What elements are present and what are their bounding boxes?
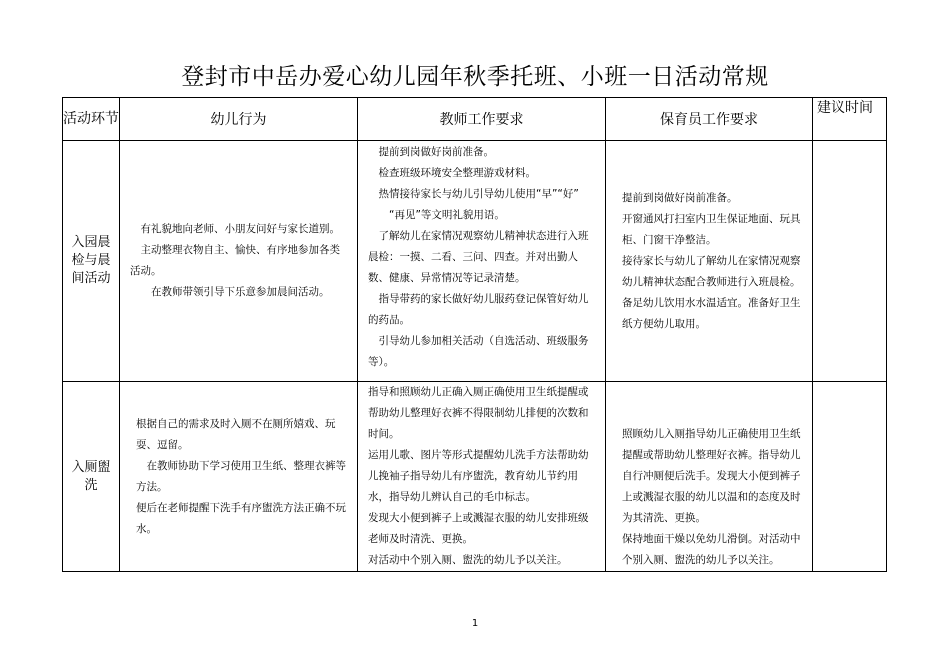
teacher-item: 提前到岗做好岗前准备。 bbox=[378, 146, 494, 158]
child-behavior-cell bbox=[120, 382, 358, 572]
teacher-requirements-cell bbox=[358, 141, 606, 382]
header-nurse-requirements: 保育员工作要求 bbox=[606, 98, 813, 141]
header-child-behavior: 幼儿行为 bbox=[120, 98, 358, 141]
teacher-item: 对活动中个别入厕、盥洗的幼儿予以关注。 bbox=[368, 554, 568, 566]
nurse-item: 接待家长与幼儿了解幼儿在家情况观察幼儿精神状态配合教师进行入班晨检。 bbox=[622, 254, 801, 288]
child-item: 便后在老师提醒下洗手有序盥洗方法正确不玩水。 bbox=[136, 501, 346, 535]
activity-label: 入厕盥洗 bbox=[71, 459, 111, 493]
activity-label: 入园晨检与晨间活动 bbox=[71, 235, 111, 286]
teacher-requirements-cell bbox=[358, 382, 606, 572]
header-activity bbox=[63, 98, 120, 141]
teacher-item: 了解幼儿在家情况观察幼儿精神状态进行入班晨检：一摸、二看、三问、四查。并对出勤人数、健康、异常情况等记录清楚。 bbox=[368, 230, 589, 284]
nurse-item: 开窗通风打扫室内卫生保证地面、玩具柜、门窗干净整洁。 bbox=[622, 212, 801, 246]
page-number: 1 bbox=[471, 618, 479, 629]
teacher-item: 引导幼儿参加相关活动（自选活动、班级服务等）。 bbox=[368, 335, 589, 368]
routine-table bbox=[62, 97, 887, 572]
table-row bbox=[63, 141, 887, 382]
teacher-item: 指导和照顾幼儿正确入厕正确使用卫生纸提醒或帮助幼儿整理好衣裤不得限制幼儿排便的次数和时间。 bbox=[368, 386, 589, 440]
child-item: 在教师协助下学习使用卫生纸、整理衣裤等方法。 bbox=[136, 459, 346, 493]
nurse-requirements-cell bbox=[606, 141, 813, 382]
nurse-item: 保持地面干燥以免幼儿滑倒。对活动中个别入厕、盥洗的幼儿予以关注。 bbox=[622, 533, 801, 566]
activity-cell bbox=[63, 382, 120, 572]
teacher-item: 发现大小便到裤子上或溅湿衣服的幼儿安排班级老师及时清洗、更换。 bbox=[368, 512, 589, 545]
nurse-item: 照顾幼儿入厕指导幼儿正确使用卫生纸提醒或帮助幼儿整理好衣裤。指导幼儿自行冲厕便后洗手。发现大小便到裤子上或溅湿衣服的幼儿以温和的态度及时为其清洗、更换。 bbox=[622, 428, 801, 524]
header-teacher-requirements: 教师工作要求 bbox=[358, 98, 606, 141]
activity-cell bbox=[63, 141, 120, 382]
header-activity-text: 活动环节 bbox=[63, 110, 119, 127]
child-behavior-cell bbox=[120, 141, 358, 382]
nurse-requirements-cell bbox=[606, 382, 813, 572]
suggested-time-cell bbox=[813, 382, 887, 572]
nurse-item: 提前到岗做好岗前准备。 bbox=[622, 191, 738, 204]
table-header-row bbox=[63, 98, 887, 141]
teacher-item: 运用儿歌、图片等形式提醒幼儿洗手方法帮助幼儿挽袖子指导幼儿有序盥洗，教育幼儿节约用水，指导幼儿辨认自己的毛巾标志。 bbox=[368, 449, 589, 503]
header-suggested-time: 建议时间 bbox=[813, 98, 887, 141]
teacher-item: 指导带药的家长做好幼儿服药登记保管好幼儿的药品。 bbox=[368, 293, 589, 326]
child-item: 主动整理衣物自主、愉快、有序地参加各类活动。 bbox=[130, 244, 340, 277]
table-row bbox=[63, 382, 887, 572]
child-item: 有礼貌地向老师、小朋友问好与家长道别。 bbox=[140, 223, 340, 235]
page-title: 登封市中岳办爱心幼儿园年秋季托班、小班一日活动常规 bbox=[181, 64, 769, 90]
child-item: 根据自己的需求及时入厕不在厕所嬉戏、玩耍、逗留。 bbox=[136, 417, 336, 451]
teacher-item: 检查班级环境安全整理游戏材料。 bbox=[378, 167, 536, 179]
teacher-item: “再见”等文明礼貌用语。 bbox=[389, 209, 505, 221]
teacher-item: 热情接待家长与幼儿引导幼儿使用“早”“好” bbox=[378, 188, 579, 200]
child-item: 在教师带领引导下乐意参加晨间活动。 bbox=[151, 286, 330, 298]
suggested-time-cell bbox=[813, 141, 887, 382]
nurse-item: 备足幼儿饮用水水温适宜。准备好卫生纸方便幼儿取用。 bbox=[622, 296, 801, 330]
